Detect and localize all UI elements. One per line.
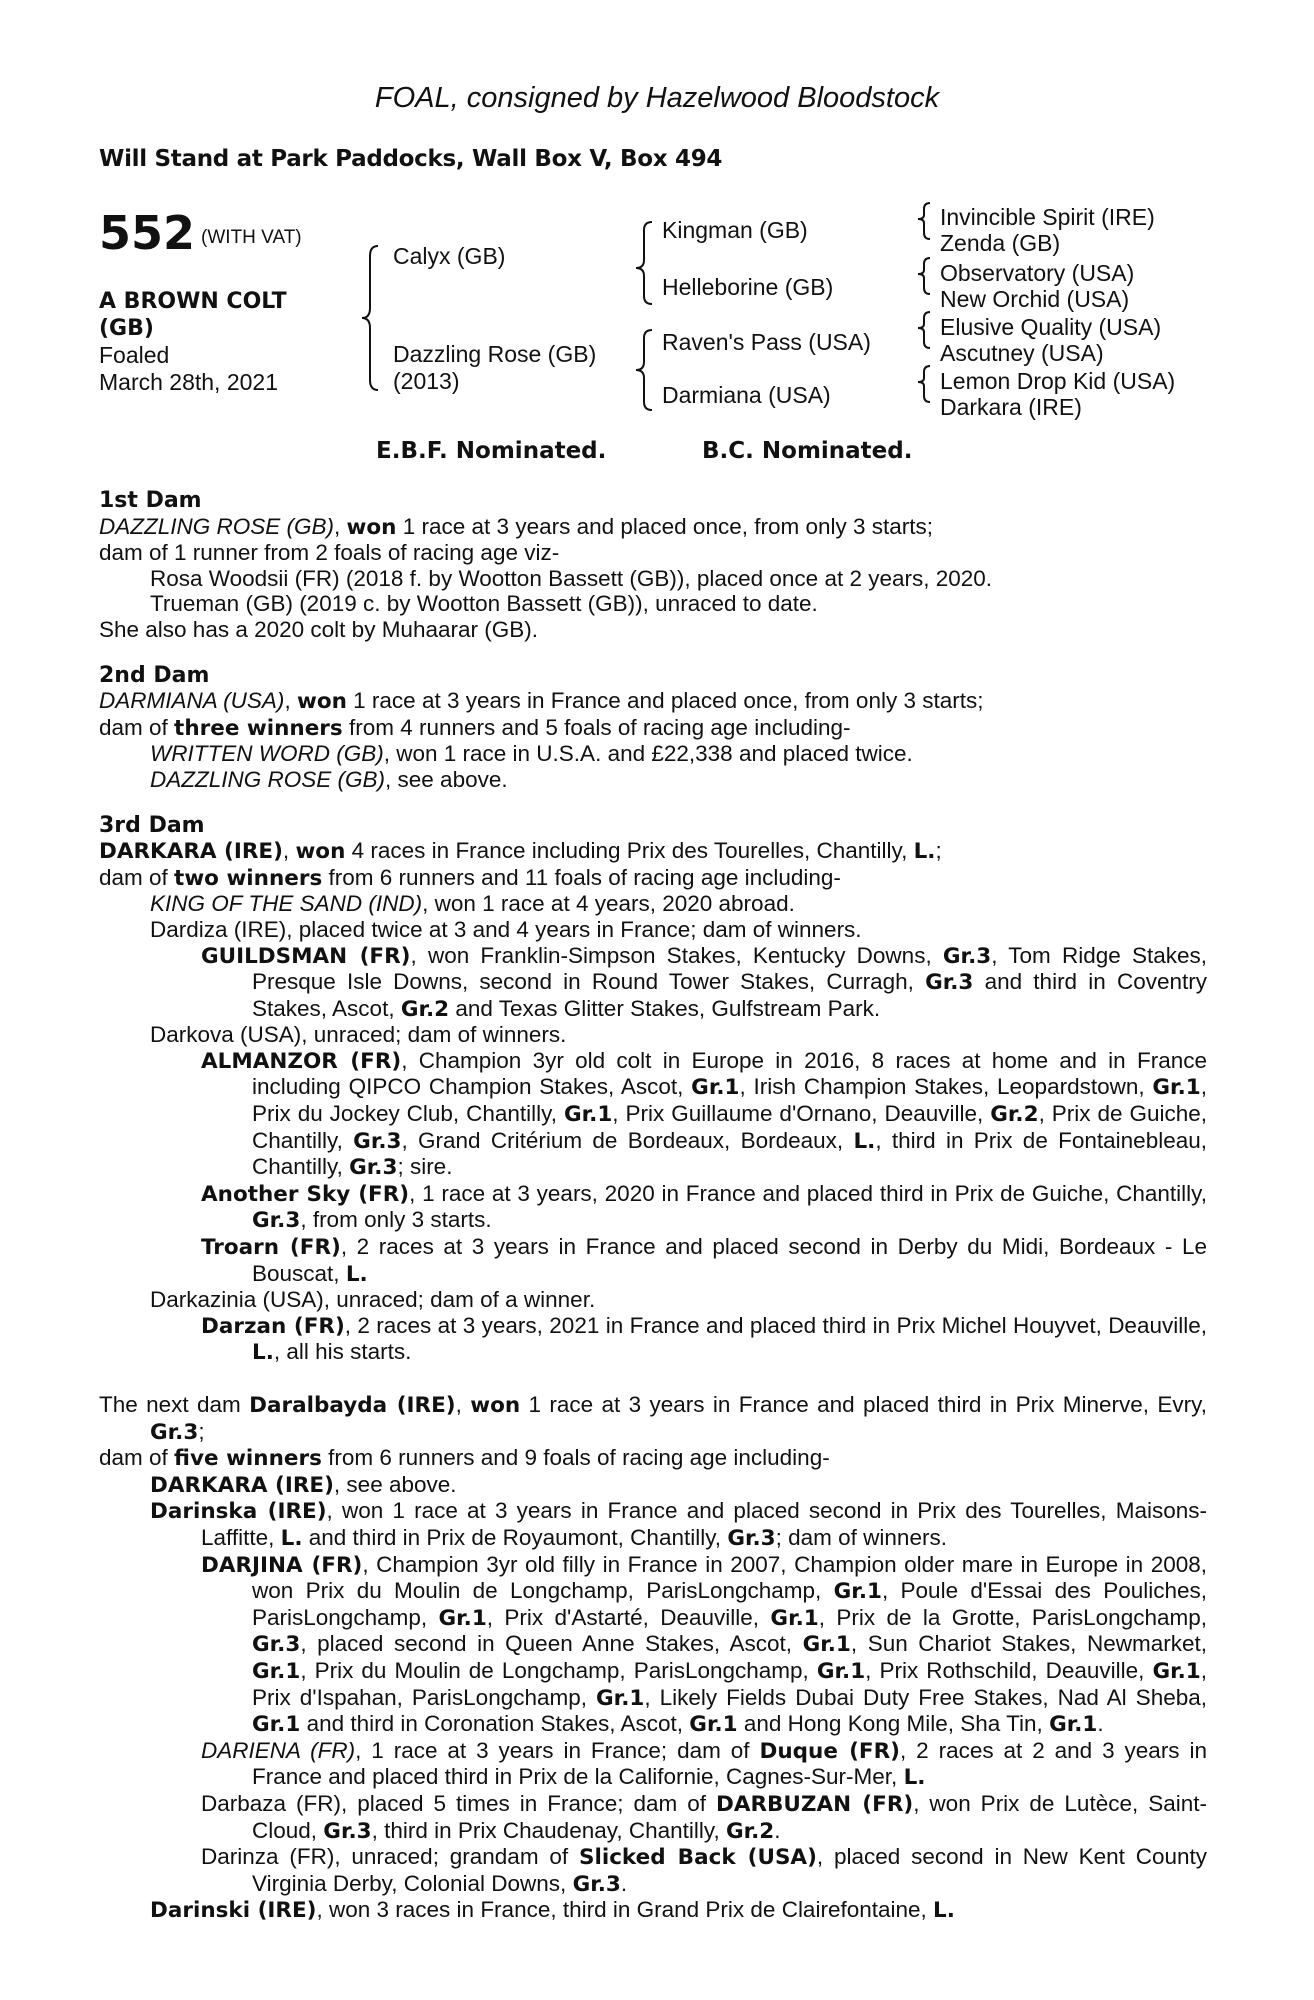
text-run: , Prix d'Ispahan, ParisLongchamp, <box>252 1657 1208 1710</box>
produce-entry <box>99 917 1207 943</box>
dam-produce-summary <box>99 715 1207 742</box>
text-run: , Prix du Jockey Club, Chantilly, <box>252 1074 1207 1127</box>
bold-run: Gr.1 <box>816 1658 866 1684</box>
text-run: 1 race at 3 years in France and placed once, from only 3 starts; <box>346 688 984 714</box>
bold-run: Gr.3 <box>353 1128 402 1154</box>
text-run: 1 race at 3 years in France and placed third in Prix Minerve, Evry, <box>520 1392 1207 1417</box>
text-run: , Tom Ridge Stakes, Presque Isle Downs, second in Round Tower Stakes, Curragh, <box>252 942 1207 995</box>
text-run: , <box>455 1392 471 1417</box>
brace-dam-sire <box>362 246 378 390</box>
text-run: , placed second in Queen Anne Stakes, Ascot, <box>300 1631 803 1657</box>
produce-entry <box>99 767 1207 793</box>
bold-run: Gr.1 <box>252 1712 301 1738</box>
bold-run: Another Sky (FR) <box>201 1181 410 1207</box>
bold-run: Gr.1 <box>691 1075 740 1101</box>
bold-run: Gr.3 <box>323 1818 372 1844</box>
text-run: dam of <box>99 864 175 890</box>
lot-number: 552 <box>99 206 196 260</box>
text-run: , Prix de la Grotte, ParisLongchamp, <box>818 1604 1207 1630</box>
bold-run: Gr.1 <box>689 1712 738 1738</box>
text-run: , won Franklin-Simpson Stakes, Kentucky Downs, <box>410 942 943 968</box>
text-run: dam of <box>99 714 175 740</box>
bold-run: three winners <box>174 715 343 741</box>
bold-run: Gr.1 <box>833 1579 882 1605</box>
text-run: from 6 runners and 11 foals of racing age including- <box>322 864 841 890</box>
text-run: , 1 race at 3 years, 2020 in France and placed third in Prix de Guiche, Chantilly, <box>409 1180 1207 1206</box>
italic-run: DARMIANA (USA) <box>99 688 285 714</box>
bold-run: Darinski (IRE) <box>150 1898 317 1924</box>
text-run: dam of 1 runner from 2 foals of racing age viz- <box>99 540 560 566</box>
text-run: . <box>620 1870 628 1896</box>
text-run: , Sun Chariot Stakes, Newmarket, <box>850 1631 1207 1657</box>
bold-run: L. <box>345 1261 368 1287</box>
pedigree-g3: Observatory (USA) <box>940 260 1135 286</box>
text-run: , all his starts. <box>273 1339 412 1365</box>
bold-run: Gr.1 <box>802 1632 851 1658</box>
bold-run: two winners <box>174 865 323 891</box>
text-run: , 1 race at 3 years in France; dam of <box>355 1737 760 1763</box>
bold-run: L. <box>933 1898 955 1924</box>
second-dam-heading: 2nd Dam <box>99 662 210 688</box>
pedigree-dam-sire: Raven's Pass (USA) <box>662 329 871 355</box>
text-run: . <box>1097 1711 1104 1737</box>
bold-run: DARBUZAN (FR) <box>715 1791 914 1817</box>
text-run: , <box>284 688 297 714</box>
bold-run: Gr.3 <box>572 1871 621 1897</box>
bold-run: DARJINA (FR) <box>201 1552 363 1578</box>
bold-run: won <box>296 689 347 715</box>
pedigree-g4: New Orchid (USA) <box>940 286 1130 312</box>
pedigree-sire-dam: Helleborine (GB) <box>662 274 834 300</box>
italic-run: DAZZLING ROSE (GB) <box>150 766 386 792</box>
bold-run: Gr.2 <box>990 1102 1039 1128</box>
bold-run: Slicked Back (USA) <box>578 1845 817 1871</box>
text-run: The next dam <box>99 1392 250 1417</box>
grand-produce-entry <box>99 1552 1207 1738</box>
text-run: and third in Coventry Stakes, Ascot, <box>252 969 1207 1021</box>
text-run: . <box>774 1817 781 1843</box>
bold-run: Gr.3 <box>942 943 992 969</box>
dam-produce-summary <box>99 1445 1207 1472</box>
text-run: ; <box>935 838 942 864</box>
bold-run: L. <box>913 839 936 865</box>
bold-run: Darinska (IRE) <box>150 1499 327 1525</box>
produce-note <box>99 617 1207 643</box>
text-run: , <box>282 838 296 864</box>
brace-sire-line <box>636 222 652 304</box>
pedigree-dam: Dazzling Rose (GB) <box>393 341 597 367</box>
text-run: , won 1 race at 3 years in France and placed second in Prix des Tourelles, Maisons-Laffitte, <box>201 1498 1208 1550</box>
produce-entry <box>99 1472 1207 1499</box>
text-run: , 2 races at 2 and 3 years in France and placed third in Prix de la Californie, Cagnes-Sur-Mer, <box>252 1737 1207 1790</box>
bold-run: Gr.1 <box>1049 1712 1098 1738</box>
grand-produce-entry <box>99 943 1207 1023</box>
bold-run: Troarn (FR) <box>201 1235 341 1261</box>
pedigree-g2: Zenda (GB) <box>940 230 1061 256</box>
text-run: , from only 3 starts. <box>300 1207 492 1233</box>
pedigree-g1: Invincible Spirit (IRE) <box>940 204 1155 230</box>
dam-produce-summary <box>99 865 1207 892</box>
text-run: , Irish Champion Stakes, Leopardstown, <box>739 1074 1153 1100</box>
text-run: , Prix Rothschild, Deauville, <box>865 1657 1153 1683</box>
text-run: , placed second in New Kent County Virginia Derby, Colonial Downs, <box>252 1844 1207 1896</box>
bc-nomination: B.C. Nominated. <box>702 438 913 464</box>
bold-run: Darzan (FR) <box>201 1313 345 1339</box>
produce-entry <box>99 566 1207 592</box>
brace-dam-line <box>636 330 652 410</box>
produce-entry <box>99 1897 1207 1924</box>
bold-run: won <box>470 1393 521 1418</box>
text-run: , Champion 3yr old colt in Europe in 2016, 8 races at home and in France including QIPCO Champion Stakes, Ascot, <box>252 1047 1207 1100</box>
pedigree-g8: Darkara (IRE) <box>940 394 1082 420</box>
dam-entry <box>99 688 1207 715</box>
bold-run: Gr.1 <box>563 1102 613 1128</box>
italic-run: DAZZLING ROSE (GB) <box>99 513 335 539</box>
text-run: , Likely Fields Dubai Duty Free Stakes, Nad Al Sheba, <box>644 1684 1207 1710</box>
bold-run: DARKARA (IRE) <box>99 839 283 865</box>
pedigree-dam-year: (2013) <box>393 368 460 394</box>
dam-produce-summary <box>99 540 1207 566</box>
bold-run: Gr.1 <box>596 1685 645 1711</box>
grand-produce-entry <box>99 1048 1207 1181</box>
bold-run: Gr.3 <box>150 1419 199 1445</box>
text-run: Trueman (GB) (2019 c. by Wootton Bassett (GB)), unraced to date. <box>150 591 818 617</box>
text-run: dam of <box>99 1445 175 1471</box>
bold-run: Gr.1 <box>1152 1658 1201 1684</box>
bold-run: ALMANZOR (FR) <box>201 1048 402 1074</box>
bold-run: Gr.3 <box>925 970 974 996</box>
text-run: and third in Coronation Stakes, Ascot, <box>300 1711 690 1737</box>
text-run: , Prix d'Astarté, Deauville, <box>486 1604 771 1630</box>
text-run: , Prix Guillaume d'Ornano, Deauville, <box>612 1101 991 1127</box>
horse-origin: (GB) <box>99 316 154 341</box>
next-dam-entry <box>99 1392 1207 1445</box>
grand-produce-entry <box>99 1791 1207 1844</box>
text-run: , Poule d'Essai des Pouliches, ParisLongchamp, <box>252 1578 1208 1630</box>
grand-produce-entry <box>99 1181 1207 1234</box>
page-title: FOAL, consigned by Hazelwood Bloodstock <box>374 82 940 114</box>
text-run: from 4 runners and 5 foals of racing age including- <box>342 714 851 740</box>
dam-entry <box>99 838 1207 865</box>
bold-run: Gr.1 <box>252 1658 301 1684</box>
text-run: Darinza (FR), unraced; grandam of <box>201 1844 579 1870</box>
text-run: ; <box>198 1418 205 1444</box>
italic-run: WRITTEN WORD (GB) <box>150 741 384 767</box>
bold-run: Gr.3 <box>727 1525 776 1551</box>
foaled-label: Foaled <box>99 342 170 368</box>
text-run: Darkova (USA), unraced; dam of winners. <box>150 1022 567 1048</box>
text-run: and third in Prix de Royaumont, Chantilly, <box>302 1524 728 1550</box>
produce-entry <box>99 891 1207 917</box>
text-run: She also has a 2020 colt by Muhaarar (GB). <box>99 616 538 642</box>
text-run: , won 1 race at 4 years, 2020 abroad. <box>422 891 795 917</box>
bold-run: Gr.1 <box>438 1605 487 1631</box>
text-run: Darkazinia (USA), unraced; dam of a winner. <box>150 1287 596 1313</box>
pedigree-sire: Calyx (GB) <box>393 243 506 269</box>
text-run: , Champion 3yr old filly in France in 2007, Champion older mare in Europe in 2008, won Prix du Moulin de Longchamp, ParisLongchamp, <box>252 1551 1207 1604</box>
produce-entry <box>99 741 1207 767</box>
text-run: , won 1 race in U.S.A. and £22,338 and placed twice. <box>383 741 913 767</box>
text-run: and Hong Kong Mile, Sha Tin, <box>737 1711 1050 1737</box>
text-run: 1 race at 3 years and placed once, from only 3 starts; <box>396 513 934 539</box>
bold-run: Gr.2 <box>725 1818 775 1844</box>
italic-run: KING OF THE SAND (IND) <box>150 891 423 917</box>
text-run: , see above. <box>385 766 508 792</box>
third-dam-heading: 3rd Dam <box>99 812 205 838</box>
bold-run: Gr.1 <box>770 1605 819 1631</box>
text-run: , third in Prix de Fontainebleau, Chantilly, <box>252 1127 1207 1180</box>
text-run: and Texas Glitter Stakes, Gulfstream Park. <box>449 995 881 1021</box>
pedigree-g7: Lemon Drop Kid (USA) <box>940 368 1176 394</box>
text-run: , Prix de Guiche, Chantilly, <box>252 1101 1207 1153</box>
text-run: , see above. <box>333 1471 457 1497</box>
produce-entry <box>99 1498 1207 1551</box>
bold-run: Duque (FR) <box>759 1738 900 1764</box>
grand-produce-entry <box>99 1738 1207 1791</box>
bold-run: L. <box>903 1765 926 1791</box>
pedigree-dam-dam: Darmiana (USA) <box>662 382 831 408</box>
pedigree-g6: Ascutney (USA) <box>940 340 1104 366</box>
text-run: , Grand Critérium de Bordeaux, Bordeaux, <box>401 1127 854 1153</box>
grand-produce-entry <box>99 1844 1207 1897</box>
bold-run: won <box>295 839 346 865</box>
bold-run: five winners <box>174 1446 322 1472</box>
text-run: Dardiza (IRE), placed twice at 3 and 4 years in France; dam of winners. <box>150 916 862 942</box>
italic-run: DARIENA (FR) <box>201 1737 356 1763</box>
bold-run: GUILDSMAN (FR) <box>201 943 411 969</box>
text-run: ; dam of winners. <box>775 1524 947 1550</box>
produce-entry <box>99 1287 1207 1313</box>
text-run: Rosa Woodsii (FR) (2018 f. by Wootton Bassett (GB)), placed once at 2 years, 2020. <box>150 565 993 591</box>
text-run: Darbaza (FR), placed 5 times in France; dam of <box>201 1790 716 1816</box>
text-run: , 2 races at 3 years, 2021 in France and placed third in Prix Michel Houyvet, Deauville, <box>344 1312 1207 1338</box>
vat-note: (WITH VAT) <box>201 227 302 248</box>
bold-run: Gr.3 <box>349 1155 398 1181</box>
text-run: ; sire. <box>397 1154 453 1180</box>
bold-run: DARKARA (IRE) <box>150 1472 334 1498</box>
pedigree-g5: Elusive Quality (USA) <box>940 314 1162 340</box>
bold-run: Gr.3 <box>252 1632 301 1658</box>
stand-location: Will Stand at Park Paddocks, Wall Box V, Box 494 <box>99 146 723 172</box>
horse-sex-colour: A BROWN COLT <box>99 289 287 314</box>
ebf-nomination: E.B.F. Nominated. <box>376 438 607 464</box>
bold-run: Gr.3 <box>252 1208 301 1234</box>
produce-entry <box>99 591 1207 617</box>
foaled-date: March 28th, 2021 <box>99 369 279 395</box>
first-dam-heading: 1st Dam <box>99 488 202 513</box>
grand-produce-entry <box>99 1313 1207 1366</box>
bold-run: won <box>346 514 397 540</box>
pedigree-sire-sire: Kingman (GB) <box>662 217 808 243</box>
text-run: , third in Prix Chaudenay, Chantilly, <box>371 1817 726 1843</box>
bold-run: L. <box>252 1340 274 1366</box>
grand-produce-entry <box>99 1234 1207 1287</box>
produce-record <box>99 488 1207 1924</box>
text-run: , won 3 races in France, third in Grand Prix de Clairefontaine, <box>316 1897 934 1923</box>
text-run: , Prix du Moulin de Longchamp, ParisLongchamp, <box>300 1657 817 1683</box>
dam-entry <box>99 514 1207 541</box>
text-run: , won Prix de Lutèce, Saint-Cloud, <box>252 1790 1207 1843</box>
bold-run: L. <box>853 1128 876 1154</box>
text-run: 4 races in France including Prix des Tourelles, Chantilly, <box>345 838 914 864</box>
text-run: from 6 runners and 9 foals of racing age including- <box>321 1445 830 1471</box>
produce-entry <box>99 1022 1207 1048</box>
text-run: , <box>334 513 347 539</box>
text-run: , 2 races at 3 years in France and placed second in Derby du Midi, Bordeaux - Le Bouscat, <box>252 1234 1207 1286</box>
bold-run: L. <box>280 1525 303 1551</box>
bold-run: Gr.1 <box>1152 1075 1201 1101</box>
bold-run: Gr.2 <box>400 996 450 1022</box>
bold-run: Daralbayda (IRE) <box>249 1393 456 1418</box>
